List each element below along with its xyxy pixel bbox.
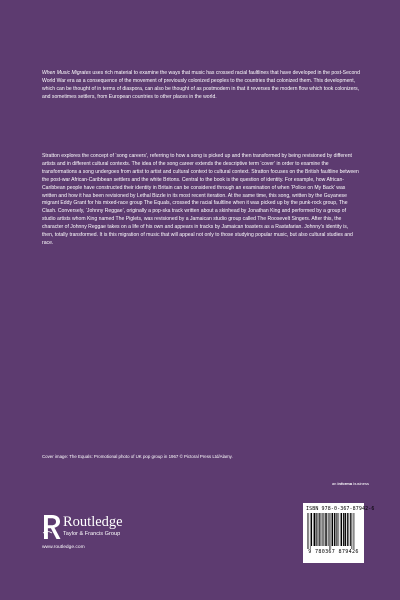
barcode-bar — [332, 513, 334, 546]
barcode-bar — [314, 513, 316, 546]
informa-suffix: business — [352, 481, 369, 486]
barcode-bar — [313, 513, 314, 546]
barcode-bar — [331, 513, 332, 549]
barcode-panel — [303, 503, 375, 563]
barcode-bar — [325, 513, 326, 546]
barcode-bar — [338, 513, 339, 546]
informa-brand: informa — [337, 481, 353, 486]
book-title-inline: When Music Migrates — [42, 70, 91, 76]
barcode-bar — [340, 513, 341, 546]
publisher-group: Taylor & Francis Group — [63, 531, 121, 537]
publisher-name: Routledge — [63, 514, 123, 530]
publisher-url: www.routledge.com — [42, 545, 85, 550]
barcode-bar — [339, 513, 340, 546]
barcode-bar — [311, 513, 312, 546]
barcode-bar — [328, 513, 329, 546]
barcode-bar — [344, 513, 346, 546]
informa-business-tag — [309, 481, 369, 486]
barcode-bar — [353, 513, 354, 549]
barcode-icon — [306, 513, 361, 549]
barcode-bar — [336, 513, 337, 546]
barcode-bar — [348, 513, 349, 546]
barcode-bar — [309, 513, 310, 549]
barcode-bar — [318, 513, 319, 546]
barcode-bar — [308, 513, 309, 549]
barcode-bar — [347, 513, 348, 546]
barcode-bar — [351, 513, 352, 549]
isbn-label: ISBN 978-0-367-87942-6 — [306, 506, 375, 512]
barcode-bar — [341, 513, 342, 546]
blurb-paragraph-2: Stratton explores the concept of ‘song careers’, referring to how a song is picked up and then transformed by being revisioned by different artists and in different cultural contexts. The idea of the song career extends the descriptive term ‘cover’ in order to examine the transformations a song undergoes from artist to artist and cultural context to cultural context. Stratton focuses on the British faultline between the post-war African-Caribbean settlers and the white Britons. Central to the book is the question of identity. For example, how African-Caribbean people have constructed their identity in Britain can be considered through an examination of when ‘Police on My Back’ was written and how it has been revisioned by Lethal Bizzle in its most recent iteration. At the same time, this song, written by the Guyanese migrant Eddy Grant for his mixed-race group The Equals, crossed the racial faultline when it was picked up by the punk-rock group, The Clash. Conversely, ‘Johnny Reggae’, originally a pop-ska track written about a skinhead by Jonathan King and performed by a group of studio artists whom King named The Piglets, was revisioned by a Jamaican studio group called The Roosevelt Singers. After this, the character of Johnny Reggae takes on a life of his own and appears in tracks by Jamaican toasters as a Rastafarian. Johnny’s identity is, then, totally transformed. It is this migration of music that will appeal not only to those studying popular music, but also cultural studies and race. — [42, 153, 359, 246]
barcode-bar — [326, 513, 327, 546]
routledge-r-icon — [42, 514, 62, 540]
blurb-paragraph-1-text: uses rich material to examine the ways that music has crossed racial faultlines that have developed in the post-Second World War era as a consequence of the movement of previously colonized peoples to the countries that colonized them. This development, which can be thought of in terms of diaspora, can also be thought of as postmodern in that it reverses the modern flow which took colonizers, and sometimes settlers, from European countries to other places in the world. — [42, 70, 360, 100]
barcode-bar — [350, 513, 351, 546]
cover-image-credit: Cover image: The Equals: Promotional photo of UK pop group in 1967 © Pictoral Press Ltd/Alamy. — [42, 454, 233, 459]
barcode-bar — [354, 513, 355, 549]
barcode-bar — [329, 513, 330, 549]
routledge-logo — [42, 514, 172, 554]
informa-prefix: an — [331, 481, 338, 486]
barcode-bar — [321, 513, 322, 546]
blurb-paragraph-1 — [42, 70, 360, 102]
barcode-bar — [310, 513, 311, 549]
barcode-bar — [322, 513, 323, 546]
ean-digits: 9 780367 879426 — [308, 549, 359, 555]
barcode-bar — [319, 513, 320, 546]
barcode-bar — [343, 513, 344, 546]
barcode-bar — [323, 513, 324, 546]
barcode-bar — [316, 513, 317, 546]
barcode-bar — [334, 513, 335, 546]
